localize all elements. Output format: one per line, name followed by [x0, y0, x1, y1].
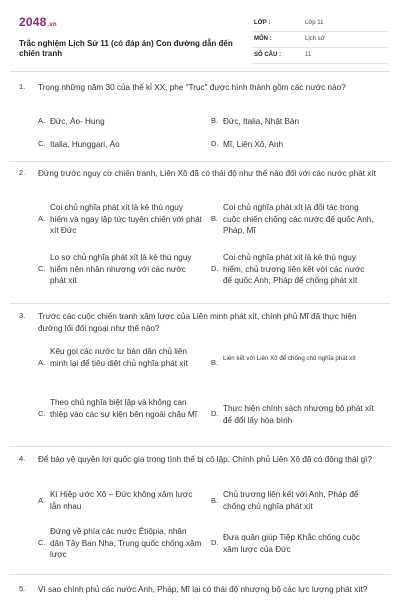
option-letter: B.: [211, 214, 219, 223]
question-number: 2.: [19, 168, 26, 177]
question-stem: Vì sao chính phủ các nước Anh, Pháp, Mĩ lại có thái độ nhượng bộ các lực lượng phát xít?: [38, 585, 368, 594]
option-text: Coi chủ nghĩa phát xít là kẻ thù nguy hiểm, chủ trương liên kết với các nước đế quốc Anh, Pháp để chống phát xít: [223, 253, 365, 285]
question-divider: [10, 574, 390, 575]
meta-key: SỐ CÂU :: [254, 52, 281, 58]
question-number: 5.: [19, 584, 26, 593]
question-divider: [10, 303, 390, 304]
question-stem: Đứng trước nguy cơ chiến tranh, Liên Xô đã có thái độ như thế nào đối với các nước phát xít: [38, 169, 376, 178]
meta-info: [252, 18, 388, 66]
option-text: Thực hiện chính sách nhượng bộ phát xít để đổi lấy hòa bình: [223, 404, 374, 425]
header: [19, 10, 389, 64]
meta-key: LỚP :: [254, 20, 271, 26]
option-text: Đưa quân giúp Tiệp Khắc chống cuộc xâm lược của Đức: [223, 533, 361, 554]
option-letter: D.: [211, 538, 219, 547]
option-letter: B.: [211, 496, 219, 505]
meta-value: Lịch sử: [305, 36, 325, 42]
option-text: Chủ trương liên kết với Anh, Pháp để chống chủ nghĩa phát xít: [223, 490, 359, 511]
option-text: Coi chủ nghĩa phát xít là kẻ thù nguy hiểm và ngay lập tức tuyên chiến với phát xít Đức: [50, 203, 202, 235]
question-number: 3.: [19, 311, 26, 320]
question-stem: Để bảo vệ quyền lợi quốc gia trong tình thế bị cô lập, Chính phủ Liên Xô đã có động thái gì?: [38, 455, 373, 464]
meta-row-count: [252, 50, 388, 64]
option-text: Kí Hiệp ước Xô – Đức không xâm lược lẫn nhau: [50, 490, 193, 511]
option-text: Kêu gọi các nước tư bản dân chủ liên minh lại để tiêu diệt chủ nghĩa phát xít: [50, 347, 188, 368]
question-stem: Trong những năm 30 của thế kỉ XX, phe "Trục" được hình thành gồm các nước nào?: [38, 83, 346, 92]
option-text: Coi chủ nghĩa phát xít là đối tác trong cuộc chiến chống các nước đế quốc Anh, Pháp, Mĩ: [223, 203, 374, 235]
meta-value: 11: [305, 52, 312, 58]
option-letter: C.: [38, 409, 46, 418]
option-text: Lo sợ chủ nghĩa phát xít là kẻ thù nguy hiểm nên nhân nhượng với các nước phát xít: [50, 253, 192, 285]
question-3: [19, 311, 385, 446]
option-text: Mĩ, Liên Xô, Anh: [223, 140, 284, 149]
option-text: Italia, Hunggari, Áo: [50, 140, 120, 149]
question-2: [19, 168, 385, 303]
option-letter: A.: [38, 214, 46, 223]
option-letter: A.: [38, 116, 46, 125]
meta-key: MÔN :: [254, 36, 272, 42]
page-title: Trắc nghiệm Lịch Sử 11 (có đáp án) Con đường dẫn đến chiến tranh: [19, 39, 233, 58]
option-letter: A.: [38, 358, 46, 367]
option-letter: D.: [211, 264, 219, 273]
question-4: [19, 454, 385, 574]
option-text: Đức, Áo- Hung: [50, 117, 105, 126]
option-letter: D.: [211, 409, 219, 418]
question-5: [19, 584, 385, 600]
site-logo[interactable]: [19, 15, 57, 29]
option-text: Đứng về phía các nước Êtiôpia, nhân dân Tây Ban Nha, Trung quốc chống xâm lược: [50, 527, 202, 559]
option-text: Theo chủ nghĩa biệt lập và không can thiệp vào các sự kiện bên ngoài châu Mĩ: [50, 398, 198, 419]
question-number: 4.: [19, 454, 26, 463]
option-text: Liên kết với Liên Xô để chống chủ nghĩa phát xít: [223, 355, 356, 362]
question-stem: Trước các cuộc chiến tranh xâm lược của Liên minh phát xít, chính phủ Mĩ đã thực hiện đường lối đối ngoại như thế nào?: [38, 312, 357, 333]
option-letter: D.: [211, 139, 219, 148]
question-divider: [10, 161, 390, 162]
logo-main: 2048: [19, 15, 47, 29]
logo-suffix: .vn: [47, 22, 57, 28]
option-letter: B.: [211, 116, 219, 125]
question-1: [19, 82, 385, 162]
option-letter: A.: [38, 496, 46, 505]
meta-row-class: [252, 18, 388, 32]
meta-value: Lớp 11: [305, 20, 324, 26]
question-divider: [10, 446, 390, 447]
question-number: 1.: [19, 82, 26, 91]
meta-row-subject: [252, 34, 388, 48]
option-letter: C.: [38, 264, 46, 273]
header-divider: [10, 71, 390, 72]
option-letter: C.: [38, 538, 46, 547]
option-letter: C.: [38, 139, 46, 148]
option-letter: B.: [211, 358, 219, 367]
option-text: Đức, Italia, Nhật Bản: [223, 117, 300, 126]
